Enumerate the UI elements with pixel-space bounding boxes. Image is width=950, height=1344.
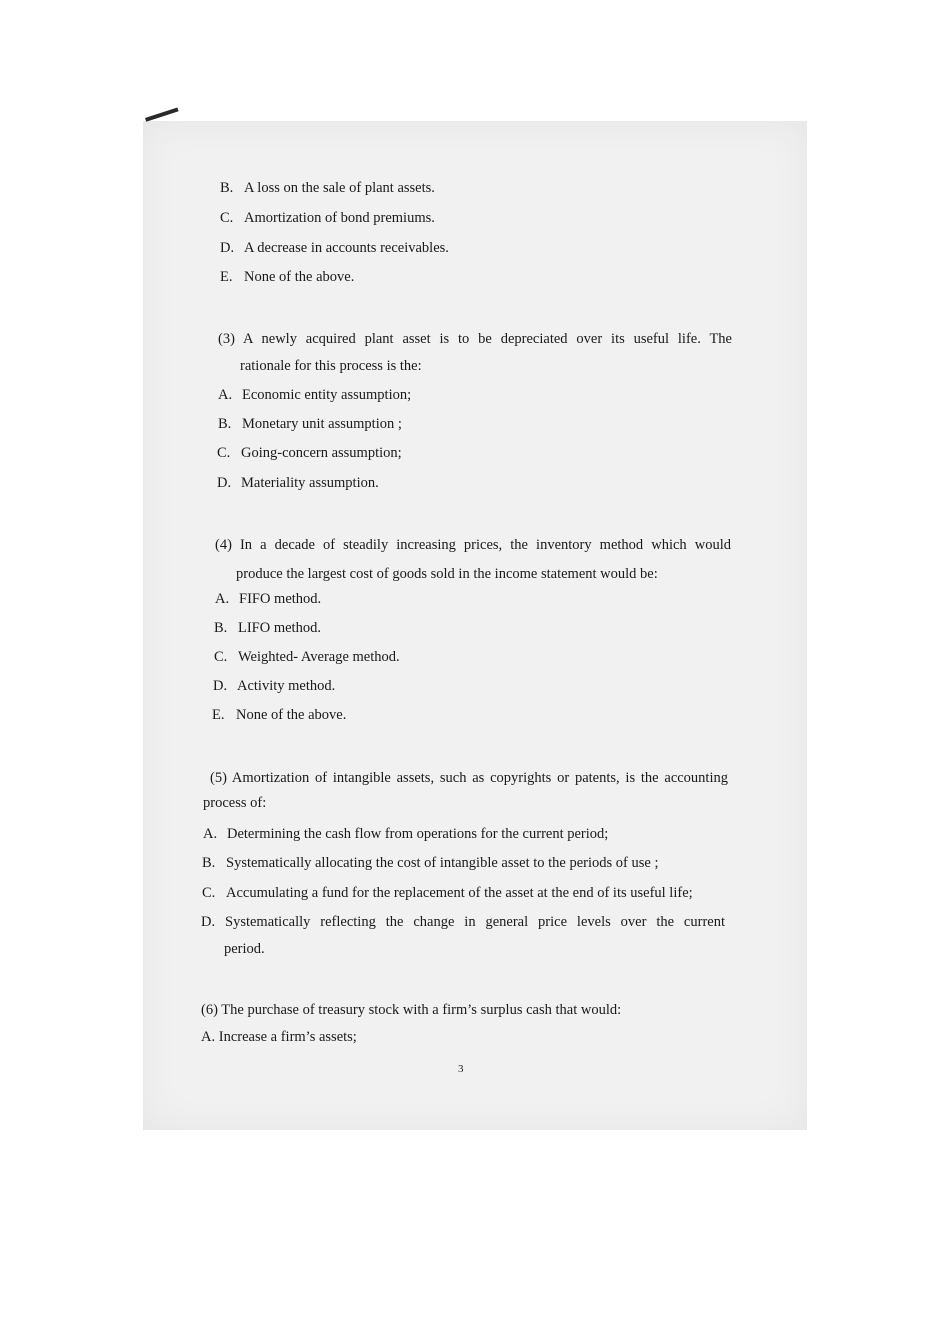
q3-stem-line1: (3) A newly acquired plant asset is to be depreciated over its useful life. The (218, 331, 732, 347)
q5-option-c (202, 884, 693, 902)
option-letter: D. (213, 678, 228, 694)
q2-option-d (220, 239, 449, 257)
q3-option-a (218, 386, 411, 404)
q4-option-a (215, 590, 321, 608)
q4-stem-line2: produce the largest cost of goods sold in the income statement would be: (236, 566, 658, 582)
option-letter: D. (220, 240, 235, 256)
option-text: Systematically allocating the cost of intangible asset to the periods of use ; (226, 855, 659, 871)
q5-option-d (201, 913, 725, 931)
option-text: Activity method. (237, 678, 336, 694)
q5-stem-line2: process of: (203, 795, 267, 811)
option-text: Going-concern assumption; (241, 445, 402, 461)
q3-option-c (217, 444, 402, 462)
q5-option-d-continued: period. (224, 941, 265, 957)
option-letter: E. (220, 269, 233, 285)
option-letter: B. (202, 855, 216, 871)
page-number: 3 (458, 1063, 464, 1075)
option-text: None of the above. (244, 269, 355, 285)
option-letter: A. (201, 1029, 216, 1045)
option-letter: A. (215, 591, 230, 607)
option-text: Accumulating a fund for the replacement of the asset at the end of its useful life; (226, 885, 693, 901)
option-letter: D. (217, 475, 232, 491)
q4-option-d (213, 677, 335, 695)
q5-stem-line1: (5) Amortization of intangible assets, such as copyrights or patents, is the accounting (210, 770, 728, 786)
option-letter: E. (212, 707, 225, 723)
q5-option-a (203, 825, 608, 843)
option-text: FIFO method. (239, 591, 322, 607)
option-text: Amortization of bond premiums. (244, 210, 435, 226)
option-letter: A. (218, 387, 233, 403)
option-letter: C. (217, 445, 231, 461)
q4-option-c (214, 648, 400, 666)
q2-option-c (220, 209, 435, 227)
option-text: Materiality assumption. (241, 475, 379, 491)
option-letter: B. (220, 180, 234, 196)
option-text: Determining the cash flow from operations for the current period; (227, 826, 609, 842)
option-letter: B. (218, 416, 232, 432)
q2-option-b (220, 179, 435, 197)
option-letter: A. (203, 826, 218, 842)
option-text: Increase a firm’s assets; (218, 1029, 357, 1045)
option-text: Monetary unit assumption ; (242, 416, 402, 432)
option-text: LIFO method. (238, 620, 321, 636)
option-text: A loss on the sale of plant assets. (244, 180, 435, 196)
q4-option-e (212, 706, 346, 724)
q3-stem-line2: rationale for this process is the: (240, 358, 422, 374)
option-letter: D. (201, 914, 216, 930)
option-letter: C. (214, 649, 228, 665)
option-text: Weighted- Average method. (238, 649, 400, 665)
option-text: A decrease in accounts receivables. (244, 240, 449, 256)
option-letter: C. (202, 885, 216, 901)
q3-option-d (217, 474, 379, 492)
option-text: None of the above. (236, 707, 347, 723)
q4-option-b (214, 619, 321, 637)
option-letter: B. (214, 620, 228, 636)
option-letter: C. (220, 210, 234, 226)
option-text: Economic entity assumption; (242, 387, 412, 403)
q4-stem-line1: (4) In a decade of steadily increasing prices, the inventory method which would (215, 537, 731, 553)
q5-option-b (202, 854, 658, 872)
q6-stem-line1: (6) The purchase of treasury stock with a firm’s surplus cash that would: (201, 1002, 622, 1018)
option-text: Systematically reflecting the change in general price levels over the current (225, 914, 725, 930)
q2-option-e (220, 268, 354, 286)
q3-option-b (218, 415, 402, 433)
q6-option-a (201, 1028, 357, 1046)
